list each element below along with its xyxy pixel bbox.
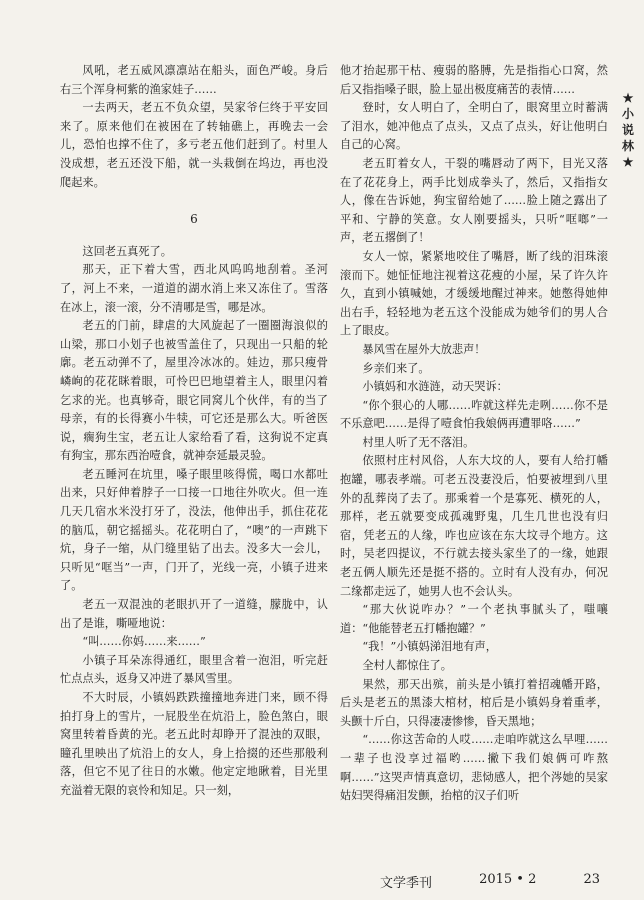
paragraph: 女人一惊，紧紧地咬住了嘴唇，断了线的泪珠滚滚而下。她怔怔地注视着这花瘦的小屋，呆了许久许久，直到小镇喊她，才缓缓地醒过神来。她憋得她伸出右手，轻轻地为老五这个没能成为她爷们的男人合上了眼皮。 — [340, 249, 608, 338]
paragraph: 那天，正下着大雪，西北风呜呜地刮着。圣河了，河上不来，一道道的湖水消上来又冻住了。雪落在冰上，滚一滚，分不清哪是雪，哪是冰。 — [60, 263, 328, 314]
paragraph: 暴风雪在屋外大放悲声！ — [362, 342, 486, 356]
page-footer — [380, 872, 600, 891]
section-tag-char: 林 — [621, 139, 634, 153]
paragraph: 这回老五真死了。 — [82, 244, 172, 258]
paragraph: 老五盯着女人，干裂的嘴唇动了两下，目光又落在了花花身上，两手比划成拳头了，然后，又指指女人，像在告诉她，狗宝留给她了……脸上随之露出了平和、宁静的笑意。女人刚要摇头，只听“哐啷”一声，老五撂倒了！ — [340, 156, 608, 245]
paragraph: 风吼，老五威风凛凛站在船头，面色严峻。身后右三个浑身柯紫的渔家娃子…… — [60, 64, 328, 96]
paragraph: 小镇妈和水涟涟，动天哭诉： — [362, 380, 508, 394]
paragraph: 全村人都惊住了。 — [362, 659, 452, 672]
paragraph: “叫……你妈……来……” — [82, 635, 206, 649]
paragraph: 村里人听了无不落泪。 — [362, 435, 475, 449]
journal-name: 文学季刊 — [380, 876, 433, 891]
paragraph: 老五睡河在坑里，嗓子眼里咳得慌，喝口水都吐出来，只好伸着脖子一口接一口地往外吹火。但一连几天几宿水米没打牙了，没法，他伸出手，抓住花花的脑瓜，朝它摇摇头。花花明白了，“噢”的一声跳下炕，身子一缩，从门缝里钻了出去。没多大一会儿，只听见“哐当”一声，门开了，光线一亮，小镇子进来了。 — [60, 467, 328, 593]
paragraph: “你个狠心的人哪……咋就这样先走咧……你不是不乐意吧……是得了噎食怕我娘俩再遭罪咯……” — [340, 398, 608, 431]
left-column — [60, 62, 328, 801]
star-icon: ★ — [622, 155, 634, 169]
paragraph: 依照村庄村风俗，人东大坟的人，要有人给打幡抱罐，哪表孝端。可老五没妻没后，怕要被埋到八里外的乱葬岗了去了。那乘着一个是寡死、横死的人，那样，老五就要变成孤魂野鬼，几生几世也没有归宿，凭老五的人缘，咋也应该在东大坟寻个地方。这时，吴老四提议，不行就去接头家坐了的一缘，她跟老五俩人顺先还是挺不搭的。立时有人没有办，何况二缘都走远了，她男人也不会认头。 — [340, 454, 608, 598]
issue-number: 2015 • 2 — [479, 872, 537, 887]
star-icon: ★ — [622, 91, 634, 105]
paragraph: 一去两天，老五不负众望，吴家爷仨终于平安回来了。原来他们在被困在了转轴礁上，再晚去一会儿，恐怕也撑不住了，多亏老五他们赶到了。村里人没成想，老五还没下船，就一头栽倒在坞边，再也没爬起来。 — [60, 101, 328, 189]
paragraph: 他才抬起那干枯、瘦弱的胳膊，先是指指心口窝，然后又指指嗓子眼，脸上显出极度痛苦的表情…… — [340, 64, 608, 96]
paragraph: 乡亲们来了。 — [362, 361, 430, 375]
paragraph: “……你这苦命的人哎……走咱咋就这么早哩……一辈子也没享过福哟……撇下我们娘俩可咋熬啊……”这哭声情真意切，悲恸感人，把个涔她的吴家姑妇哭得痛泪发颤，抬棺的汉子们听 — [340, 733, 608, 803]
page-number: 23 — [583, 872, 600, 887]
paragraph: 小镇子耳朵冻得通红，眼里含着一泡泪，听完赶忙点点头，返身又冲进了暴风雪里。 — [60, 653, 328, 686]
paragraph: 老五一双混浊的老眼扒开了一道缝，朦胧中，认出了是谁，嘶哑地说： — [60, 598, 328, 630]
paragraph: “我！”小镇妈涕泪地有声， — [362, 640, 497, 654]
paragraph: 果然，那天出殡，前头是小镇打着招魂幡开路，后头是老五的黑漆大棺材，棺后是小镇妈身着重孝，头颤十斤白，只得凄凄惨惨，昏天黑地； — [340, 677, 608, 728]
section-tag-char: 说 — [621, 123, 634, 137]
paragraph: 登时，女人明白了，全明白了，眼窝里立时蓄满了泪水，她冲他点了点头，又点了点头，好让他明白自己的心窝。 — [340, 101, 608, 152]
section-tag-char: 小 — [621, 107, 634, 121]
section-number: 6 — [190, 212, 198, 227]
paragraph: “那大伙说咋办？”一个老执事腻头了，嗤嚷道：“他能替老五打幡抱罐？” — [340, 603, 608, 635]
section-tag — [620, 90, 636, 170]
paragraph: 不大时辰，小镇妈跌跌撞撞地奔进门来，顾不得拍打身上的雪片，一屁股坐在炕沿上，脸色煞白，眼窝里转着昏黄的光。老五此时却睁开了混浊的双眼，瞳孔里映出了炕沿上的女人，身上拾掇的还些那般利落，但它不见了往日的水嫩。他定定地瞅着，目光里充溢着无限的哀怜和知足。只一刻， — [60, 691, 328, 797]
paragraph: 老五的门前，肆虐的大风旋起了一圈圈海浪似的山梁，那口小划子也被雪盖住了，只现出一只船的轮廓。老五动弹不了，屋里冷冰冰的。娃边，那只瘦骨嶙峋的花花眯着眼，可怜巴巴地望着主人，眼里闪着乞求的光。也真够奇，眼它同窝儿个伙伴，有的当了母亲，有的长得赛小牛犊，可它还是那么大。听爸医说，瘸狗生宝，老五让人家给看了看，这狗说不定真有狗宝，那东西治噎食，就神奈延最灵验。 — [60, 319, 328, 463]
right-column — [340, 62, 608, 806]
